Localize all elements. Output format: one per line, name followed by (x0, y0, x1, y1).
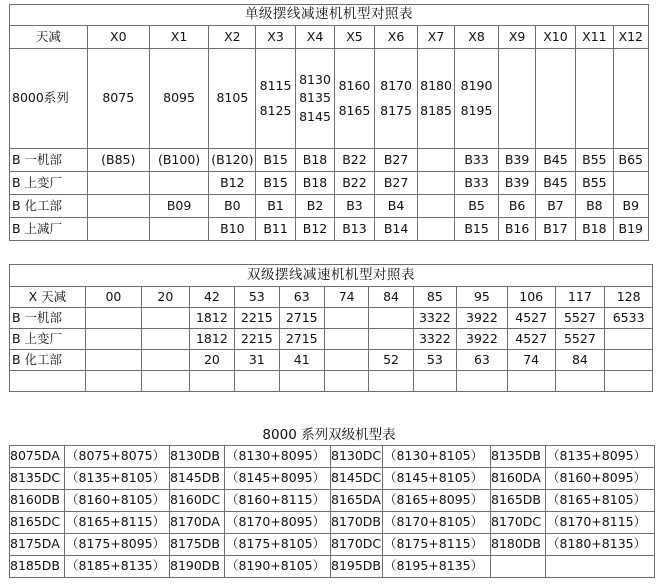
header-cell: X11 (576, 26, 613, 49)
table-cell: 3922 (457, 329, 508, 350)
series-cell (209, 49, 256, 149)
series-cell (295, 49, 334, 149)
table-cell (324, 308, 368, 329)
table-cell: B11 (256, 218, 295, 241)
header-cell: 95 (457, 287, 508, 308)
table-row (10, 556, 655, 578)
table-cell (324, 350, 368, 371)
model-code: 8165DC (10, 512, 65, 534)
series-8000-table-title: 8000 系列双级机型表 (262, 427, 396, 443)
model-code: 8175DB (170, 534, 225, 556)
table-cell (418, 149, 454, 172)
table-cell: B0 (209, 195, 256, 218)
header-cell: 63 (279, 287, 324, 308)
row-label: B 上变厂 (10, 329, 86, 350)
model-combination: （8170+8095） (225, 512, 331, 534)
table-cell: B7 (535, 195, 576, 218)
model-combination: （8185+8135） (65, 556, 170, 578)
table-cell: B45 (535, 172, 576, 195)
double-stage-model-table (9, 264, 653, 392)
table-cell: (B100) (149, 149, 209, 172)
table-row (10, 512, 655, 534)
table-cell (369, 308, 413, 329)
model-combination: （8175+8115） (383, 534, 491, 556)
table-cell (85, 371, 141, 392)
table-cell: B22 (335, 149, 374, 172)
table-cell: B2 (295, 195, 334, 218)
table-title: 双级摆线减速机机型对照表 (10, 265, 653, 287)
model-code: 8170DC (491, 512, 546, 534)
model-number: 8135 (299, 90, 331, 106)
model-number: 8095 (163, 90, 195, 106)
table-cell: 53 (413, 350, 456, 371)
model-combination: （8175+8105） (225, 534, 331, 556)
series-cell (335, 49, 374, 149)
model-combination (546, 556, 655, 578)
table-cell (324, 329, 368, 350)
table-cell: 2715 (279, 308, 324, 329)
table-cell: B8 (576, 195, 613, 218)
title-row (10, 265, 653, 287)
series-cell (87, 49, 149, 149)
model-combination: （8195+8135） (383, 556, 491, 578)
model-code: 8075DA (10, 446, 65, 468)
model-combination: （8170+8105） (383, 512, 491, 534)
series-cell (374, 49, 418, 149)
table-cell (369, 371, 413, 392)
table-cell: B9 (613, 195, 648, 218)
model-number: 8165 (338, 103, 371, 118)
model-code: 8175DA (10, 534, 65, 556)
table-cell: B13 (335, 218, 374, 241)
table-row (10, 371, 653, 392)
table-cell (85, 350, 141, 371)
table-cell (507, 371, 555, 392)
single-stage-model-table (9, 4, 649, 241)
series-cell (535, 49, 576, 149)
table-cell: 3322 (413, 308, 456, 329)
row-label: B 化工部 (10, 195, 88, 218)
row-label: B 一机部 (10, 308, 86, 329)
table-cell (87, 218, 149, 241)
header-corner: X 天减 (10, 287, 86, 308)
table-cell: 31 (235, 350, 279, 371)
table-cell: 6533 (605, 308, 653, 329)
header-cell: X4 (295, 26, 334, 49)
table-cell: 74 (507, 350, 555, 371)
table-cell: B17 (535, 218, 576, 241)
table-cell (457, 371, 508, 392)
series-cell (454, 49, 499, 149)
table-row (10, 329, 653, 350)
header-row (10, 26, 649, 49)
table-row (10, 490, 655, 512)
table-cell: B18 (295, 172, 334, 195)
table-cell: (B85) (87, 149, 149, 172)
model-combination: （8075+8075） (65, 446, 170, 468)
header-cell: X1 (149, 26, 209, 49)
table-cell: 2215 (235, 329, 279, 350)
table-cell (149, 172, 209, 195)
table-cell: 3322 (413, 329, 456, 350)
table-cell: B15 (256, 172, 295, 195)
model-combination: （8165+8115） (65, 512, 170, 534)
series-8000-double-table (9, 445, 655, 578)
row-label: B 一机部 (10, 149, 88, 172)
table-cell: 84 (555, 350, 605, 371)
model-code (491, 556, 546, 578)
header-cell: 74 (324, 287, 368, 308)
table-cell (85, 308, 141, 329)
header-cell: 00 (85, 287, 141, 308)
model-number: 8180 (420, 77, 452, 93)
model-number: 8185 (420, 103, 452, 118)
table-cell: B15 (256, 149, 295, 172)
model-number: 8160 (338, 77, 371, 93)
model-combination: （8135+8105） (65, 468, 170, 490)
table-cell: B33 (454, 149, 499, 172)
table-cell: B33 (454, 172, 499, 195)
model-code: 8160DA (491, 468, 546, 490)
table-cell: B16 (499, 218, 535, 241)
header-cell: X12 (613, 26, 648, 49)
table-cell (324, 371, 368, 392)
model-number: 8130 (299, 71, 331, 87)
table-row (10, 350, 653, 371)
table-cell: B19 (613, 218, 648, 241)
table-cell: B09 (149, 195, 209, 218)
model-combination: （8145+8105） (383, 468, 491, 490)
model-number: 8175 (380, 103, 412, 118)
header-cell: X5 (335, 26, 374, 49)
model-code: 8170DA (170, 512, 225, 534)
table-cell: B6 (499, 195, 535, 218)
model-number: 8115 (259, 77, 292, 93)
table-cell (142, 308, 190, 329)
model-code: 8180DB (491, 534, 546, 556)
table-cell: B5 (454, 195, 499, 218)
header-cell: 42 (189, 287, 234, 308)
header-cell: X9 (499, 26, 535, 49)
table-cell: B3 (335, 195, 374, 218)
model-combination: （8165+8105） (546, 490, 655, 512)
table-cell: B18 (576, 218, 613, 241)
table-cell (149, 218, 209, 241)
model-code: 8160DC (170, 490, 225, 512)
model-code: 8185DB (10, 556, 65, 578)
table-cell (87, 195, 149, 218)
table-cell (369, 329, 413, 350)
table-row (10, 195, 649, 218)
model-code: 8170DB (331, 512, 383, 534)
table-cell (142, 329, 190, 350)
model-combination: （8145+8095） (225, 468, 331, 490)
model-number: 8195 (460, 103, 493, 118)
table-cell (85, 329, 141, 350)
row-label: B 化工部 (10, 350, 86, 371)
table-cell: 41 (279, 350, 324, 371)
header-corner: 天减 (10, 26, 88, 49)
model-code: 8145DB (170, 468, 225, 490)
model-combination: （8160+8105） (65, 490, 170, 512)
model-code: 8195DB (331, 556, 383, 578)
table-cell: 5527 (555, 308, 605, 329)
model-combination: （8165+8095） (383, 490, 491, 512)
table-cell: B27 (374, 149, 418, 172)
table-cell: 4527 (507, 329, 555, 350)
table-cell: (B120) (209, 149, 256, 172)
model-code: 8165DB (491, 490, 546, 512)
table-cell (605, 329, 653, 350)
model-code: 8190DB (170, 556, 225, 578)
model-combination: （8130+8095） (225, 446, 331, 468)
model-number: 8190 (460, 77, 493, 93)
table-cell: 1812 (189, 308, 234, 329)
table-cell: B65 (613, 149, 648, 172)
table-cell (413, 371, 456, 392)
table-cell (87, 172, 149, 195)
table-cell: B12 (295, 218, 334, 241)
model-code: 8145DC (331, 468, 383, 490)
model-code: 8135DB (491, 446, 546, 468)
model-number: 8145 (299, 108, 331, 124)
series-cell (149, 49, 209, 149)
table-cell: 20 (189, 350, 234, 371)
table-row (10, 534, 655, 556)
header-cell: 128 (605, 287, 653, 308)
header-cell: X2 (209, 26, 256, 49)
model-code: 8135DC (10, 468, 65, 490)
table-cell: B10 (209, 218, 256, 241)
table-cell: B39 (499, 172, 535, 195)
model-combination: （8135+8095） (546, 446, 655, 468)
model-code: 8165DA (331, 490, 383, 512)
table-cell: B12 (209, 172, 256, 195)
header-cell: 117 (555, 287, 605, 308)
row-label: B 上减厂 (10, 218, 88, 241)
table-cell (279, 371, 324, 392)
table-cell: B14 (374, 218, 418, 241)
table-cell: 3922 (457, 308, 508, 329)
table-cell (418, 172, 454, 195)
model-code: 8160DB (10, 490, 65, 512)
series-cell (418, 49, 454, 149)
header-cell: 20 (142, 287, 190, 308)
header-cell: X7 (418, 26, 454, 49)
row-label: 8000系列 (10, 49, 88, 149)
table-cell: B15 (454, 218, 499, 241)
table-cell: B39 (499, 149, 535, 172)
model-combination: （8175+8095） (65, 534, 170, 556)
model-number: 8105 (216, 90, 249, 106)
model-code: 8130DC (331, 446, 383, 468)
header-cell: X10 (535, 26, 576, 49)
table-cell: 2215 (235, 308, 279, 329)
model-combination: （8160+8095） (546, 468, 655, 490)
table-cell (418, 218, 454, 241)
table-cell: B55 (576, 149, 613, 172)
series-cell (256, 49, 295, 149)
table-cell (605, 371, 653, 392)
series-cell (576, 49, 613, 149)
table-cell (142, 350, 190, 371)
table-cell: B45 (535, 149, 576, 172)
table-cell: 4527 (507, 308, 555, 329)
table-cell (235, 371, 279, 392)
table-cell: B55 (576, 172, 613, 195)
model-combination: （8180+8135） (546, 534, 655, 556)
header-cell: X8 (454, 26, 499, 49)
table-cell: B1 (256, 195, 295, 218)
model-combination: （8130+8105） (383, 446, 491, 468)
table-cell (613, 172, 648, 195)
header-cell: 106 (507, 287, 555, 308)
model-number: 8075 (102, 90, 135, 106)
row-label (10, 371, 86, 392)
header-cell: X0 (87, 26, 149, 49)
table-cell: B27 (374, 172, 418, 195)
row-label: B 上变厂 (10, 172, 88, 195)
model-code: 8130DB (170, 446, 225, 468)
table-cell (142, 371, 190, 392)
header-cell: 85 (413, 287, 456, 308)
title-row (10, 5, 649, 26)
table-cell: 52 (369, 350, 413, 371)
model-number: 8170 (380, 77, 412, 93)
table-title: 单级摆线减速机机型对照表 (10, 5, 649, 26)
model-code: 8170DC (331, 534, 383, 556)
table-cell (555, 371, 605, 392)
header-cell: X3 (256, 26, 295, 49)
table-cell: B4 (374, 195, 418, 218)
table-cell (189, 371, 234, 392)
table-cell (605, 350, 653, 371)
table-row (10, 218, 649, 241)
table-cell: 1812 (189, 329, 234, 350)
model-combination: （8170+8115） (546, 512, 655, 534)
model-combination: （8190+8105） (225, 556, 331, 578)
table-cell (418, 195, 454, 218)
model-combination: （8160+8115） (225, 490, 331, 512)
table-row (10, 446, 655, 468)
table-row (10, 149, 649, 172)
header-cell: X6 (374, 26, 418, 49)
table-cell: B22 (335, 172, 374, 195)
table-cell: B18 (295, 149, 334, 172)
table-row (10, 308, 653, 329)
table-cell: 2715 (279, 329, 324, 350)
table-row (10, 468, 655, 490)
table-row (10, 172, 649, 195)
series-cell (613, 49, 648, 149)
table-cell: 5527 (555, 329, 605, 350)
table-cell: 63 (457, 350, 508, 371)
series-cell (499, 49, 535, 149)
series-row (10, 49, 649, 149)
header-cell: 53 (235, 287, 279, 308)
model-number: 8125 (259, 103, 292, 118)
header-row (10, 287, 653, 308)
header-cell: 84 (369, 287, 413, 308)
